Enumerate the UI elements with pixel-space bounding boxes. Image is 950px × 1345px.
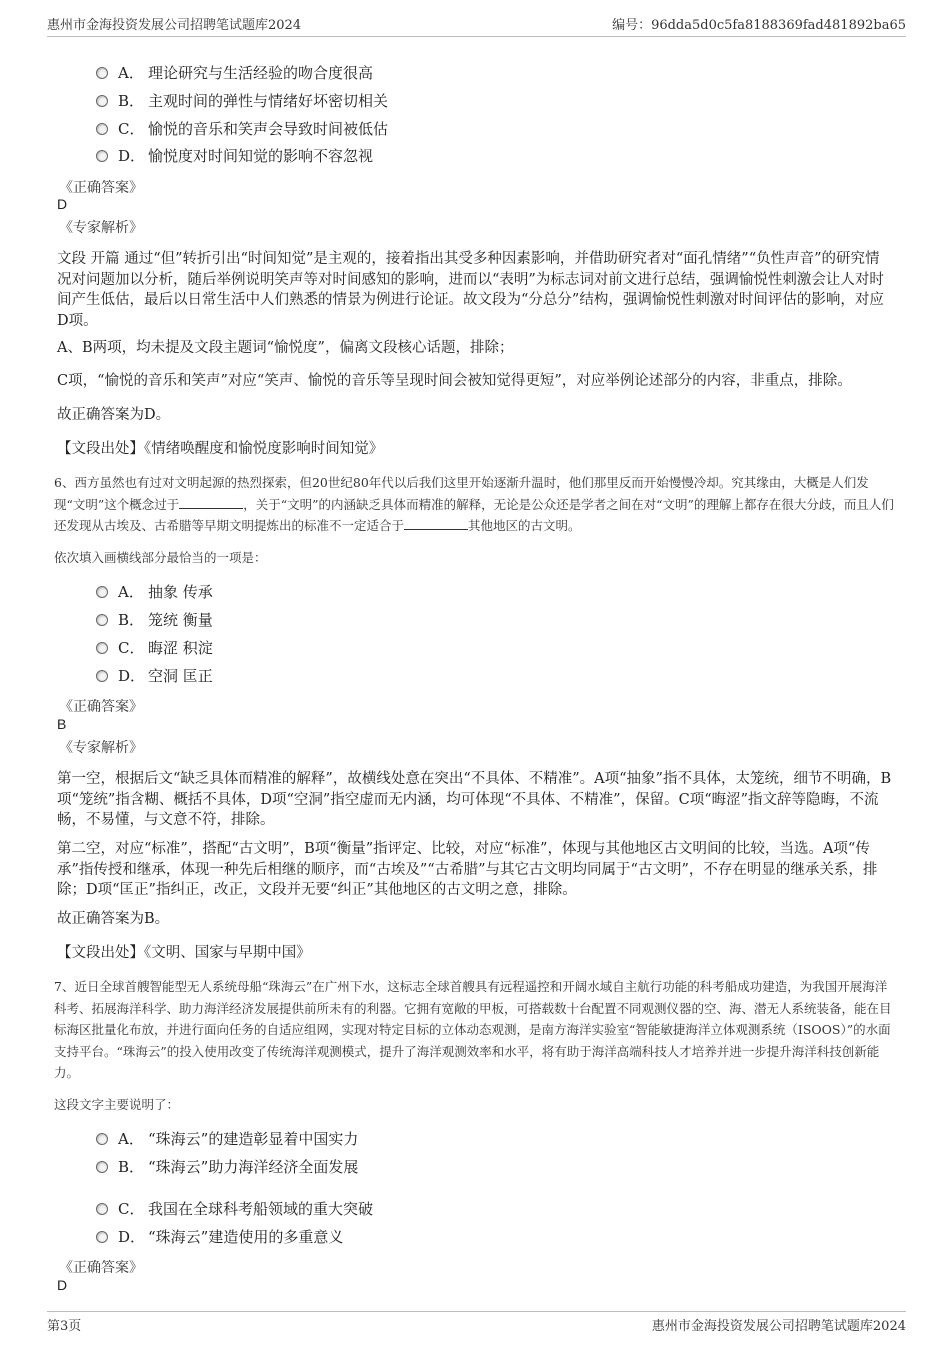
q5-analysis-label: 《专家解析》 bbox=[59, 220, 143, 236]
q5-option-c[interactable]: C． 愉悦的音乐和笑声会导致时间被低估 bbox=[96, 117, 388, 141]
blank-line bbox=[404, 517, 468, 530]
q6-analysis-p2: 第二空，对应“标准”，搭配“古文明”，B项“衡量”指评定、比较，对应“标准”，体现与其他地区古文明间的比较，当选。A项“传承”指传授和继承，体现一种先后相继的顺序，而“古埃及”“古希腊”与其它古文明均同属于“古文明”，不存在明显的继承关系，排除；D项“匡正”指纠正，改正，文段并无要“纠正”其他地区的古文明之意，排除。 bbox=[57, 841, 878, 898]
q5-option-a[interactable]: A． 理论研究与生活经验的吻合度很高 bbox=[96, 61, 373, 85]
q6-analysis-label: 《专家解析》 bbox=[59, 740, 143, 756]
q5-option-b[interactable]: B． 主观时间的弹性与情绪好坏密切相关 bbox=[96, 89, 388, 113]
q6-option-a[interactable]: A． 抽象 传承 bbox=[96, 580, 213, 604]
radio-icon[interactable] bbox=[96, 1133, 108, 1145]
q6-analysis-p3: 故正确答案为B。 bbox=[57, 911, 170, 927]
radio-icon[interactable] bbox=[96, 670, 108, 682]
q7-option-b[interactable]: B． “珠海云”助力海洋经济全面发展 bbox=[96, 1155, 358, 1179]
q6-answer: B bbox=[57, 716, 67, 732]
q7-stem: 7、近日全球首艘智能型无人系统母船“珠海云”在广州下水，这标志全球首艘具有远程遥控和开阔水域自主航行功能的科考船成功建造，为我国开展海洋科考、拓展海洋科学、助力海洋经济发展提供前所未有的利器。它拥有宽敞的甲板，可搭载数十台配置不同观测仪器的空、海、潜无人系统装备，能在目标海区批量化布放，并进行面向任务的自适应组网，实现对特定目标的立体动态观测，是南方海洋实验室“智能敏捷海洋立体观测系统（ISOOS）”的水面支持平台。“珠海云”的投入使用改变了传统海洋观测模式，提升了海洋观测效率和水平，将有助于海洋高端科技人才培养并进一步提升海洋科技创新能力。 bbox=[54, 979, 892, 1080]
q6-answer-label: 《正确答案》 bbox=[59, 699, 143, 715]
radio-icon[interactable] bbox=[96, 95, 108, 107]
q5-option-d[interactable]: D． 愉悦度对时间知觉的影响不容忽视 bbox=[96, 144, 373, 168]
q5-analysis-p4: 故正确答案为D。 bbox=[57, 407, 171, 423]
radio-icon[interactable] bbox=[96, 1203, 108, 1215]
radio-icon[interactable] bbox=[96, 614, 108, 626]
q7-prompt: 这段文字主要说明了： bbox=[54, 1097, 180, 1112]
q6-option-d[interactable]: D． 空洞 匡正 bbox=[96, 664, 213, 688]
q7-option-a[interactable]: A． “珠海云”的建造彰显着中国实力 bbox=[96, 1127, 358, 1151]
q5-analysis-p2: A、B两项，均未提及文段主题词“愉悦度”，偏离文段核心话题，排除； bbox=[57, 340, 514, 356]
q6-prompt: 依次填入画横线部分最恰当的一项是： bbox=[54, 550, 267, 565]
page-header bbox=[47, 14, 906, 37]
page-footer bbox=[47, 1311, 906, 1337]
q5-source: 【文段出处】《情绪唤醒度和愉悦度影响时间知觉》 bbox=[57, 441, 384, 457]
q5-analysis-p3: C项，“愉悦的音乐和笑声”对应“笑声、愉悦的音乐等呈现时间会被知觉得更短”，对应举例论述部分的内容，非重点，排除。 bbox=[57, 373, 852, 389]
radio-icon[interactable] bbox=[96, 150, 108, 162]
radio-icon[interactable] bbox=[96, 586, 108, 598]
q7-answer-label: 《正确答案》 bbox=[59, 1260, 143, 1276]
q5-analysis-p1: 文段 开篇 通过“但”转折引出“时间知觉”是主观的，接着指出其受多种因素影响，并借助研究者对“面孔情绪”“负性声音”的研究情况对问题加以分析，随后举例说明笑声等对时间感知的影响，进而以“表明”为标志词对前文进行总结，强调愉悦性刺激会让人对时间产生低估，最后以日常生活中人们熟悉的情景为例进行论证。故文段为“分总分”结构，强调愉悦性刺激对时间评估的影响，对应D项。 bbox=[57, 251, 884, 329]
q7-option-d[interactable]: D． “珠海云”建造使用的多重意义 bbox=[96, 1225, 343, 1249]
radio-icon[interactable] bbox=[96, 642, 108, 654]
radio-icon[interactable] bbox=[96, 123, 108, 135]
q6-option-c[interactable]: C． 晦涩 积淀 bbox=[96, 636, 213, 660]
radio-icon[interactable] bbox=[96, 1231, 108, 1243]
q7-answer: D bbox=[57, 1277, 68, 1293]
footer-title: 惠州市金海投资发展公司招聘笔试题库2024 bbox=[651, 1319, 906, 1334]
q6-stem: 6、西方虽然也有过对文明起源的热烈探索，但20世纪80年代以后我们这里开始逐渐升温时，他们那里反而开始慢慢冷却。究其缘由，大概是人们发现“文明”这个概念过于 ，关于“文明”的内涵缺乏具体而精准的解释，无论是公众还是学者之间在对“文明”的理解上都存在很大分歧，而且人们还发现从古埃及、古希腊等早期文明提炼出的标准不一定适合于 其他地区的古文明。 bbox=[54, 475, 894, 533]
header-serial: 编号：96dda5d0c5fa8188369fad481892ba65 bbox=[612, 18, 906, 33]
header-title: 惠州市金海投资发展公司招聘笔试题库2024 bbox=[47, 18, 302, 33]
page-number: 第3页 bbox=[47, 1319, 82, 1334]
radio-icon[interactable] bbox=[96, 67, 108, 79]
q6-analysis-p1: 第一空，根据后文“缺乏具体而精准的解释”，故横线处意在突出“不具体、不精准”。A项“抽象”指不具体，太笼统，细节不明确，B项“笼统”指含糊、概括不具体，D项“空洞”指空虚而无内涵，均可体现“不具体、不精准”，保留。C项“晦涩”指文辞等隐晦，不流畅，不易懂，与文意不符，排除。 bbox=[57, 771, 892, 828]
q6-option-b[interactable]: B． 笼统 衡量 bbox=[96, 608, 213, 632]
radio-icon[interactable] bbox=[96, 1161, 108, 1173]
q5-answer: D bbox=[57, 196, 68, 212]
q6-source: 【文段出处】《文明、国家与早期中国》 bbox=[57, 945, 311, 961]
blank-line bbox=[179, 496, 243, 509]
q7-option-c[interactable]: C． 我国在全球科考船领域的重大突破 bbox=[96, 1197, 373, 1221]
q5-answer-label: 《正确答案》 bbox=[59, 180, 143, 196]
